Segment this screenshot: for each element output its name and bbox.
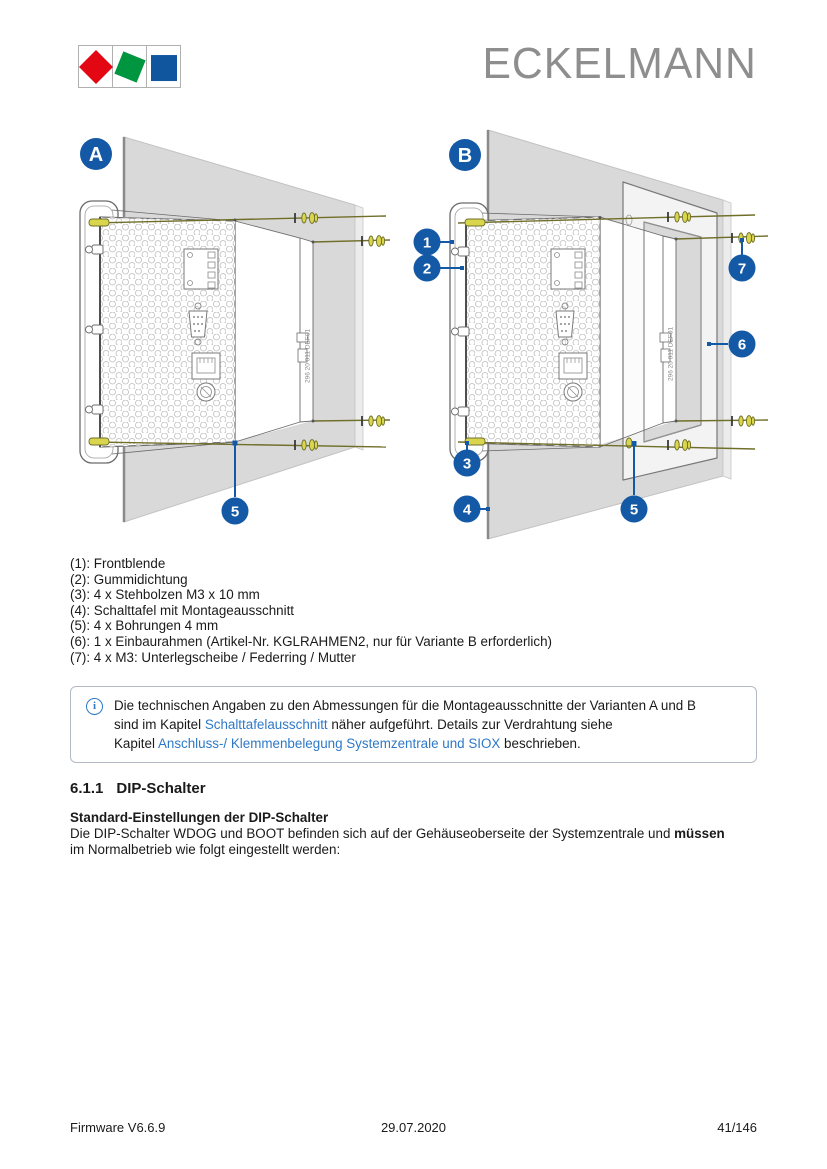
footer-page-number: 41/146 (717, 1120, 757, 1135)
footer-firmware-version: Firmware V6.6.9 (70, 1120, 166, 1135)
diagram-variant-a (70, 125, 400, 545)
rj45-connector-icon (559, 353, 587, 379)
logo-cell-red (79, 46, 113, 87)
legend-item-5: (5): 4 x Bohrungen 4 mm (70, 618, 219, 634)
legend-item-7: (7): 4 x M3: Unterlegscheibe / Federring / Mutter (70, 649, 356, 665)
callout-5-label: 5 (629, 501, 639, 519)
callout-5-a-label: 5 (230, 503, 240, 521)
round-connector-icon (197, 383, 215, 401)
footer-date: 29.07.2020 (380, 1120, 447, 1135)
section-body (70, 826, 770, 858)
info-line-1 (114, 696, 742, 715)
brand-wordmark: ECKELMANN (482, 39, 757, 88)
info-text: näher aufgeführt. Details zur Verdrahtung siehe (327, 717, 613, 732)
section-heading (70, 780, 206, 797)
callout-6-label: 6 (737, 336, 747, 354)
logo-cell-blue (147, 46, 180, 87)
legend-list (70, 556, 552, 665)
callout-3-label: 3 (462, 455, 472, 473)
green-square-icon (114, 51, 145, 82)
link-schalttafelausschnitt[interactable]: Schalttafelausschnitt (204, 717, 328, 732)
body-text-bold: müssen (674, 826, 725, 841)
info-text: Die technischen Angaben zu den Abmessungen für die Montageausschnitte der Varianten A und B (114, 698, 696, 713)
info-text: Kapitel (114, 736, 158, 751)
body-text-line2: im Normalbetrieb wie folgt eingestellt werden: (70, 842, 341, 857)
legend-item-3: (3): 4 x Stehbolzen M3 x 10 mm (70, 587, 260, 603)
red-diamond-icon (79, 50, 113, 84)
logo-cell-green (113, 46, 147, 87)
legend-item-1: (1): Frontblende (70, 556, 166, 571)
terminal-block-icon (551, 249, 585, 289)
info-box (70, 686, 757, 763)
section-number: 6.1.1 (70, 780, 104, 797)
diagram-variant-b (410, 125, 770, 545)
callout-4-label: 4 (462, 501, 472, 519)
rj45-connector-icon (192, 353, 220, 379)
section-subheading: Standard-Einstellungen der DIP-Schalter (70, 810, 329, 825)
device-side-label-b: 296 20 011 DEF01 (667, 326, 675, 381)
info-text: beschrieben. (500, 736, 581, 751)
callout-2-label: 2 (422, 260, 432, 278)
legend-item-6: (6): 1 x Einbaurahmen (Artikel-Nr. KGLRAHMEN2, nur für Variante B erforderlich) (70, 633, 552, 649)
info-text: sind im Kapitel (114, 717, 205, 732)
section-title: DIP-Schalter (116, 780, 206, 797)
info-line-3 (114, 734, 742, 753)
round-connector-icon (564, 383, 582, 401)
info-line-2 (114, 715, 742, 734)
terminal-block-icon (184, 249, 218, 289)
legend-item-4: (4): Schalttafel mit Montageausschnitt (70, 602, 295, 618)
eckelmann-logo-icon (78, 45, 181, 88)
variant-b-badge-label: B (457, 145, 473, 167)
callout-7-label: 7 (737, 260, 747, 278)
body-text: Die DIP-Schalter WDOG und BOOT befinden sich auf der Gehäuseoberseite der Systemzentrale und (70, 826, 675, 841)
legend-item-2: (2): Gummidichtung (70, 571, 188, 587)
blue-square-icon (151, 55, 177, 81)
link-anschluss-klemmenbelegung[interactable]: Anschluss-/ Klemmenbelegung Systemzentrale und SIOX (157, 736, 501, 751)
device-side-label-a: 296 20 011 DEF01 (304, 328, 312, 383)
variant-a-badge-label: A (88, 144, 104, 166)
info-icon: i (86, 698, 103, 715)
callout-1-label: 1 (422, 234, 432, 252)
